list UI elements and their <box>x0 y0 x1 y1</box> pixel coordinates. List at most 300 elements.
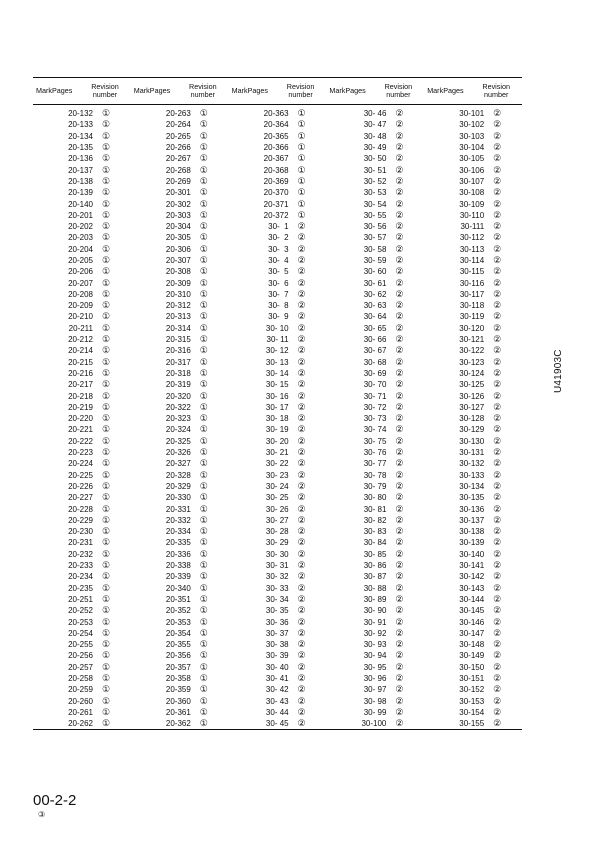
table-row <box>326 470 424 481</box>
table-row <box>33 210 131 221</box>
revision-cell: ② <box>395 322 404 333</box>
page-cell: 30- 25 <box>265 493 289 503</box>
revision-cell: ① <box>101 492 111 503</box>
table-row <box>424 582 522 593</box>
revision-cell: ② <box>297 695 306 706</box>
table-row <box>131 390 229 401</box>
page-cell: 20-313 <box>165 312 191 322</box>
page-cell: 20-227 <box>68 493 93 503</box>
revision-cell: ① <box>297 209 306 220</box>
page-cell: 30- 43 <box>265 696 289 706</box>
page-cell: 20-251 <box>68 594 93 604</box>
page-cell: 30- 49 <box>363 143 387 153</box>
page-cell: 30- 79 <box>363 481 387 491</box>
revision-cell: ② <box>493 322 502 333</box>
revision-cell: ② <box>395 175 404 186</box>
table-row <box>131 221 229 232</box>
revision-cell: ② <box>493 255 502 265</box>
table-row <box>424 379 522 390</box>
revision-cell: ② <box>395 492 404 503</box>
revision-cell: ② <box>297 492 306 503</box>
table-row <box>326 221 424 232</box>
revision-cell: ② <box>493 480 502 491</box>
page-cell: 20-317 <box>165 357 191 367</box>
revision-cell: ② <box>395 221 404 232</box>
table-row <box>424 357 522 368</box>
table-row <box>131 289 229 300</box>
page-cell: 20-234 <box>68 572 93 582</box>
revision-cell: ① <box>101 480 111 491</box>
revision-cell: ② <box>395 209 404 220</box>
page-cell: 30- 35 <box>265 606 289 616</box>
revision-cell: ① <box>199 661 208 672</box>
table-row <box>326 334 424 345</box>
revision-cell: ① <box>199 119 208 130</box>
table-row <box>424 402 522 413</box>
table-row <box>424 311 522 322</box>
table-row <box>229 232 327 243</box>
revision-cell: ① <box>101 142 111 153</box>
revision-cell: ② <box>297 334 306 345</box>
page-cell: 20-310 <box>165 289 191 299</box>
revision-cell: ② <box>297 413 306 424</box>
page-cell: 20-308 <box>165 267 191 277</box>
revision-cell: ② <box>297 627 306 638</box>
revision-cell: ② <box>297 548 306 559</box>
page-cell: 20-370 <box>263 188 289 198</box>
header-group-3 <box>229 83 327 99</box>
revision-cell: ② <box>493 548 502 559</box>
table-row <box>229 436 327 447</box>
page-cell: 20-305 <box>165 233 191 243</box>
page-cell: 30- 98 <box>363 696 387 706</box>
revision-cell: ① <box>101 526 111 537</box>
page-cell: 30- 55 <box>363 210 387 220</box>
page-cell: 20-206 <box>68 267 93 277</box>
revision-cell: ① <box>199 560 208 571</box>
revision-cell: ① <box>199 232 208 243</box>
revision-cell: ② <box>297 435 306 446</box>
table-row <box>229 424 327 435</box>
table-row <box>229 210 327 221</box>
table-row <box>424 537 522 548</box>
revision-cell: ② <box>395 164 404 175</box>
table-row <box>131 582 229 593</box>
table-row <box>131 357 229 368</box>
revision-cell: ② <box>493 605 502 616</box>
table-row <box>33 390 131 401</box>
page-cell: 30- 13 <box>265 357 289 367</box>
page-cell: 20-335 <box>165 538 191 548</box>
page-cell: 20-303 <box>165 210 191 220</box>
header-group-5 <box>424 83 522 99</box>
table-row <box>424 639 522 650</box>
page-cell: 20-358 <box>165 673 191 683</box>
revision-cell: ① <box>101 616 111 627</box>
revision-cell: ② <box>493 413 502 424</box>
revision-cell: ① <box>199 582 208 593</box>
page-cell: 20-139 <box>68 188 93 198</box>
revision-cell: ② <box>297 401 306 412</box>
revision-cell: ① <box>199 401 208 412</box>
revision-cell: ① <box>199 672 208 683</box>
page-cell: 30- 37 <box>265 628 289 638</box>
page-cell: 20-314 <box>165 323 191 333</box>
revision-cell: ② <box>395 413 404 424</box>
table-row <box>33 605 131 616</box>
page-cell: 20-325 <box>165 436 191 446</box>
table-row <box>229 582 327 593</box>
table-row <box>326 537 424 548</box>
revision-cell: ② <box>395 424 404 435</box>
page-cell: 30-146 <box>459 617 485 627</box>
revision-cell: ① <box>101 514 111 525</box>
bottom-rule <box>33 729 522 730</box>
revision-cell: ② <box>493 593 502 604</box>
revision-cell: ② <box>297 311 306 322</box>
revision-cell: ② <box>297 266 306 277</box>
page-cell: 20-320 <box>165 391 191 401</box>
page-cell: 20-306 <box>165 244 191 254</box>
revision-cell: ② <box>493 175 502 186</box>
table-row <box>33 492 131 503</box>
page-cell: 30- 65 <box>363 323 387 333</box>
page-cell: 30-140 <box>459 549 485 559</box>
revision-cell: ① <box>101 582 111 593</box>
revision-cell: ② <box>493 243 502 254</box>
revision-cell: ① <box>101 639 111 650</box>
page-cell: 20-258 <box>68 673 93 683</box>
page-cell: 30- 60 <box>363 267 387 277</box>
page-cell: 30- 40 <box>265 662 289 672</box>
table-row <box>131 650 229 661</box>
revision-cell: ② <box>395 232 404 243</box>
page-cell: 30-118 <box>459 301 485 311</box>
table-row <box>33 458 131 469</box>
table-row <box>229 537 327 548</box>
page-cell: 20-132 <box>68 109 93 119</box>
table-row <box>229 244 327 255</box>
revision-cell: ① <box>297 142 306 153</box>
page-cell: 20-216 <box>68 368 93 378</box>
page-cell: 30-147 <box>459 628 485 638</box>
page-cell: 30-102 <box>459 120 485 130</box>
table-row <box>33 108 131 119</box>
table-row <box>229 187 327 198</box>
revision-cell: ① <box>199 334 208 345</box>
page-cell: 30- 45 <box>265 719 289 729</box>
page-cell: 20-209 <box>68 301 93 311</box>
page-cell: 30-145 <box>459 606 485 616</box>
page-cell: 30-121 <box>459 335 485 345</box>
revision-cell: ② <box>395 695 404 706</box>
page-cell: 30- 78 <box>363 470 387 480</box>
revision-cell: ② <box>493 356 502 367</box>
revision-cell: ② <box>493 221 502 232</box>
page-cell: 30-130 <box>459 436 485 446</box>
revision-cell: ② <box>493 514 502 525</box>
page-cell: 20-231 <box>68 538 93 548</box>
page-cell: 30- 10 <box>265 323 289 333</box>
table-row <box>326 650 424 661</box>
page-cell: 30- 6 <box>268 278 289 288</box>
page-cell: 20-315 <box>165 335 191 345</box>
table-row <box>326 424 424 435</box>
table-row <box>229 662 327 673</box>
page-cell: 20-220 <box>68 414 93 424</box>
table-row <box>326 684 424 695</box>
header-group-4 <box>326 83 424 99</box>
revision-cell: ② <box>297 684 306 695</box>
revision-cell: ① <box>101 322 111 333</box>
table-row <box>33 131 131 142</box>
page-cell: 30- 68 <box>363 357 387 367</box>
revision-cell: ① <box>101 187 111 198</box>
revision-cell: ① <box>199 706 208 717</box>
table-row <box>33 402 131 413</box>
table-row <box>131 673 229 684</box>
table-row <box>33 639 131 650</box>
page-cell: 30-127 <box>459 402 485 412</box>
table-row <box>131 198 229 209</box>
revision-cell: ② <box>493 424 502 435</box>
table-row <box>131 232 229 243</box>
revision-cell: ② <box>493 661 502 672</box>
table-row <box>424 424 522 435</box>
revision-cell: ① <box>199 243 208 254</box>
page-cell: 20-201 <box>68 210 93 220</box>
page-cell: 20-232 <box>68 549 93 559</box>
revision-cell: ① <box>101 627 111 638</box>
page-cell: 30-154 <box>459 707 485 717</box>
page-cell: 20-223 <box>68 448 93 458</box>
table-row <box>229 560 327 571</box>
table-row <box>131 187 229 198</box>
table-row <box>33 153 131 164</box>
table-row <box>131 503 229 514</box>
table-row <box>326 277 424 288</box>
revision-cell: ② <box>493 266 502 277</box>
page-cell: 20-269 <box>165 176 191 186</box>
table-row <box>229 707 327 718</box>
page-cell: 20-316 <box>165 346 191 356</box>
page-cell: 30- 85 <box>363 549 387 559</box>
revision-cell: ② <box>395 447 404 458</box>
table-row <box>229 300 327 311</box>
table-row <box>33 379 131 390</box>
page-cell: 30- 33 <box>265 583 289 593</box>
page-cell: 20-326 <box>165 448 191 458</box>
table-row <box>33 628 131 639</box>
revision-cell: ① <box>199 198 208 209</box>
revision-cell: ① <box>101 255 111 265</box>
revision-cell: ② <box>297 661 306 672</box>
page-cell: 30- 99 <box>363 707 387 717</box>
table-row <box>326 232 424 243</box>
revision-cell: ② <box>395 300 404 311</box>
revision-cell: ① <box>199 300 208 311</box>
page-cell: 30- 97 <box>363 685 387 695</box>
page-cell: 20-352 <box>165 606 191 616</box>
revision-cell: ② <box>493 334 502 345</box>
page-cell: 30- 72 <box>363 402 387 412</box>
page-cell: 30- 75 <box>363 436 387 446</box>
revision-cell: ① <box>101 503 111 514</box>
page-cell: 30- 46 <box>363 109 387 119</box>
table-row <box>326 673 424 684</box>
header-pages: Pages <box>247 86 268 95</box>
table-row <box>131 300 229 311</box>
page-cell: 20-219 <box>68 402 93 412</box>
revision-cell: ② <box>493 503 502 514</box>
table-row <box>131 334 229 345</box>
table-row <box>424 673 522 684</box>
revision-cell: ② <box>395 379 404 390</box>
table-row <box>229 368 327 379</box>
table-row <box>33 413 131 424</box>
page-cell: 30-107 <box>459 176 485 186</box>
table-row <box>229 639 327 650</box>
table-row <box>424 164 522 175</box>
page-cell: 20-211 <box>68 323 93 333</box>
table-row <box>326 311 424 322</box>
table-row <box>229 650 327 661</box>
table-row <box>326 436 424 447</box>
revision-cell: ① <box>199 492 208 503</box>
page-cell: 30- 32 <box>265 572 289 582</box>
header-mark: Mark <box>133 86 150 95</box>
revision-cell: ① <box>101 447 111 458</box>
revision-cell: ② <box>297 322 306 333</box>
revision-cell: ① <box>199 514 208 525</box>
revision-cell: ① <box>199 650 208 661</box>
revision-cell: ② <box>493 639 502 650</box>
revision-cell: ② <box>493 288 502 299</box>
page-cell: 30- 3 <box>268 244 289 254</box>
page-cell: 30- 67 <box>363 346 387 356</box>
page-cell: 20-318 <box>165 368 191 378</box>
revision-cell: ① <box>297 108 306 119</box>
table-row <box>326 582 424 593</box>
table-row <box>33 560 131 571</box>
revision-cell: ② <box>395 684 404 695</box>
revision-cell: ② <box>395 435 404 446</box>
revision-cell: ② <box>395 142 404 153</box>
table-row <box>33 707 131 718</box>
page-cell: 30- 28 <box>265 527 289 537</box>
revision-cell: ② <box>493 300 502 311</box>
page-cell: 30- 66 <box>363 335 387 345</box>
table-row <box>229 503 327 514</box>
revision-cell: ② <box>493 616 502 627</box>
revision-cell: ① <box>101 718 111 729</box>
table-row <box>326 447 424 458</box>
page-cell: 20-365 <box>263 131 289 141</box>
page-cell: 20-371 <box>263 199 289 209</box>
page-cell: 30- 88 <box>363 583 387 593</box>
revision-cell: ① <box>199 356 208 367</box>
revision-cell: ② <box>297 560 306 571</box>
table-row <box>326 357 424 368</box>
page-cell: 20-210 <box>68 312 93 322</box>
table-row <box>229 379 327 390</box>
page-cell: 20-336 <box>165 549 191 559</box>
table-row <box>424 481 522 492</box>
table-row <box>326 266 424 277</box>
page-cell: 30- 18 <box>265 414 289 424</box>
revision-cell: ② <box>395 627 404 638</box>
page-cell: 30- 30 <box>265 549 289 559</box>
table-row <box>326 402 424 413</box>
page-cell: 20-354 <box>165 628 191 638</box>
page-cell: 20-319 <box>165 380 191 390</box>
table-row <box>131 571 229 582</box>
revision-cell: ② <box>297 537 306 548</box>
header-row <box>33 78 522 104</box>
page-cell: 20-324 <box>165 425 191 435</box>
table-row <box>33 436 131 447</box>
revision-cell: ② <box>493 582 502 593</box>
header-pages: Pages <box>52 86 73 95</box>
table-row <box>424 594 522 605</box>
revision-cell: ① <box>199 695 208 706</box>
table-row <box>326 549 424 560</box>
table-row <box>424 390 522 401</box>
header-pages: Pages <box>149 86 171 95</box>
page-cell: 30- 96 <box>363 673 387 683</box>
table-row <box>424 447 522 458</box>
revision-cell: ① <box>199 209 208 220</box>
header-revision: Revision number <box>286 82 315 99</box>
table-row <box>33 594 131 605</box>
revision-cell: ① <box>101 334 111 345</box>
revision-cell: ① <box>199 480 208 491</box>
page-cell: 20-351 <box>165 594 191 604</box>
page-cell: 30-133 <box>459 470 485 480</box>
table-row <box>326 345 424 356</box>
page-cell: 20-362 <box>165 719 191 729</box>
table-row <box>33 176 131 187</box>
revision-cell: ① <box>297 164 306 175</box>
revision-cell: ① <box>101 232 111 243</box>
revision-cell: ② <box>395 548 404 559</box>
table-body <box>33 105 522 729</box>
revision-cell: ① <box>101 300 111 311</box>
page-cell: 30-139 <box>459 538 485 548</box>
table-row <box>424 560 522 571</box>
revision-cell: ① <box>199 639 208 650</box>
table-row <box>229 221 327 232</box>
revision-cell: ② <box>297 232 306 243</box>
page-cell: 20-263 <box>165 109 191 119</box>
page-cell: 30- 59 <box>363 256 387 265</box>
table-row <box>424 221 522 232</box>
page-cell: 30- 64 <box>363 312 387 322</box>
table-row <box>131 119 229 130</box>
table-row <box>326 289 424 300</box>
page-cell: 30-122 <box>459 346 485 356</box>
table-row <box>33 221 131 232</box>
page-cell: 20-302 <box>165 199 191 209</box>
page-cell: 30-155 <box>459 719 485 729</box>
revision-cell: ① <box>101 345 111 356</box>
revision-cell: ② <box>395 605 404 616</box>
page-cell: 30- 52 <box>363 176 387 186</box>
page-cell: 20-205 <box>68 256 93 265</box>
table-row <box>424 662 522 673</box>
page-cell: 20-304 <box>165 222 191 232</box>
revision-cell: ② <box>493 571 502 582</box>
